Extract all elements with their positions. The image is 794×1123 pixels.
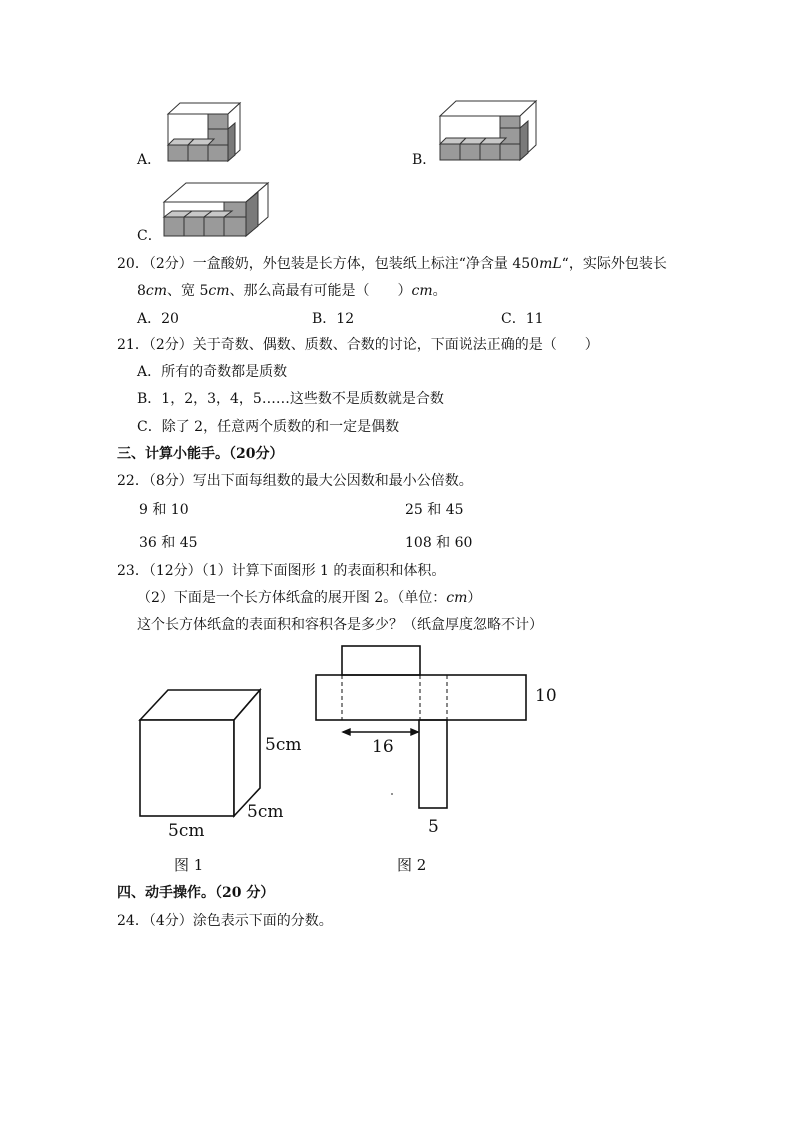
q23-score: （12分） [148,563,202,579]
section-4-title: 四、动手操作。（20 分） [117,885,275,901]
q20-width-text: 、宽 5 [167,283,209,299]
net-label-16: 16 [372,737,394,757]
q20-line2 [137,282,447,300]
net-label-10: 10 [535,686,557,706]
cube-height-label: 5cm [265,735,302,755]
q20-number: 20． [117,256,149,272]
q19-option-c-label: C． [137,228,162,244]
q21-option-a: A．所有的奇数都是质数 [137,364,288,380]
q23-question: 这个长方体纸盒的表面积和容积各是多少？（纸盒厚度忽略不计） [137,617,543,633]
q23-part2-text: （2）下面是一个长方体纸盒的展开图 2。（单位： [137,590,447,606]
section-3-title: 三、计算小能手。（20分） [117,446,284,462]
q23-number: 23． [117,563,149,579]
q19-option-c-figure [162,180,270,240]
q20-text-b: “，实际外包装长 [561,256,667,272]
q22-number: 22． [117,473,149,489]
q20-unit-cm-1: cm [145,283,168,299]
q20-option-b: B．12 [312,311,355,327]
q20-question-text: 、那么高最有可能是（ ） [229,283,412,299]
q20-length-value: 8 [137,283,146,299]
q20-line1 [117,255,667,273]
q20-unit-cm-3: cm [411,283,433,299]
q21-option-b: B．1，2，3，4，5……这些数不是质数就是合数 [137,391,444,407]
net-bottom-tab [419,720,447,808]
q22-pair-1: 9 和 10 [139,502,189,518]
q21-stem [117,336,599,354]
q20-period: 。 [432,283,447,299]
cube-width-label: 5cm [168,821,205,841]
q23-part1: （1）计算下面图形 1 的表面积和体积。 [201,563,446,579]
q21-text: 关于奇数、偶数、质数、合数的讨论，下面说法正确的是（ ） [192,337,599,353]
cube-depth-label: 5cm [247,802,284,822]
net-top-flap [342,646,420,675]
q21-score: （2分） [148,337,193,353]
q23-part2 [137,589,481,607]
q23-part2-unit: cm [446,590,468,606]
cube-front-face [140,720,234,816]
q22-score: （8分） [148,473,193,489]
figure-1-caption: 图 1 [174,856,204,874]
q19-option-a-figure [160,100,242,164]
q20-score: （2分） [148,256,193,272]
q23-stem [117,562,445,580]
q22-stem [117,472,473,490]
q22-text: 写出下面每组数的最大公因数和最小公倍数。 [192,473,473,489]
q23-figure-2-net [310,642,570,842]
q24-stem [117,912,333,930]
q19-option-b-figure [438,99,538,163]
net-main-strip [316,675,526,720]
q20-text-a: 一盒酸奶，外包装是长方体，包装纸上标注“净含量 450 [192,256,540,272]
q19-option-b-label: B． [412,152,437,168]
q20-option-a: A．20 [137,311,179,327]
net-label-5: 5 [428,817,439,837]
q22-pair-3: 36 和 45 [139,535,198,551]
q20-unit-cm-2: cm [208,283,230,299]
q19-option-a-label: A． [137,152,162,168]
q21-number: 21． [117,337,149,353]
q24-score: （4分） [148,913,193,929]
q22-pair-2: 25 和 45 [405,502,464,518]
q24-number: 24． [117,913,149,929]
q21-option-c: C．除了 2，任意两个质数的和一定是偶数 [137,419,400,435]
figure-2-caption: 图 2 [397,856,427,874]
q20-unit-ml: mL [539,256,562,272]
q23-part2-close: ） [467,590,482,606]
q20-option-c: C．11 [501,311,544,327]
q23-figure-1-cube [130,680,310,845]
q24-text: 涂色表示下面的分数。 [192,913,333,929]
q22-pair-4: 108 和 60 [405,535,473,551]
